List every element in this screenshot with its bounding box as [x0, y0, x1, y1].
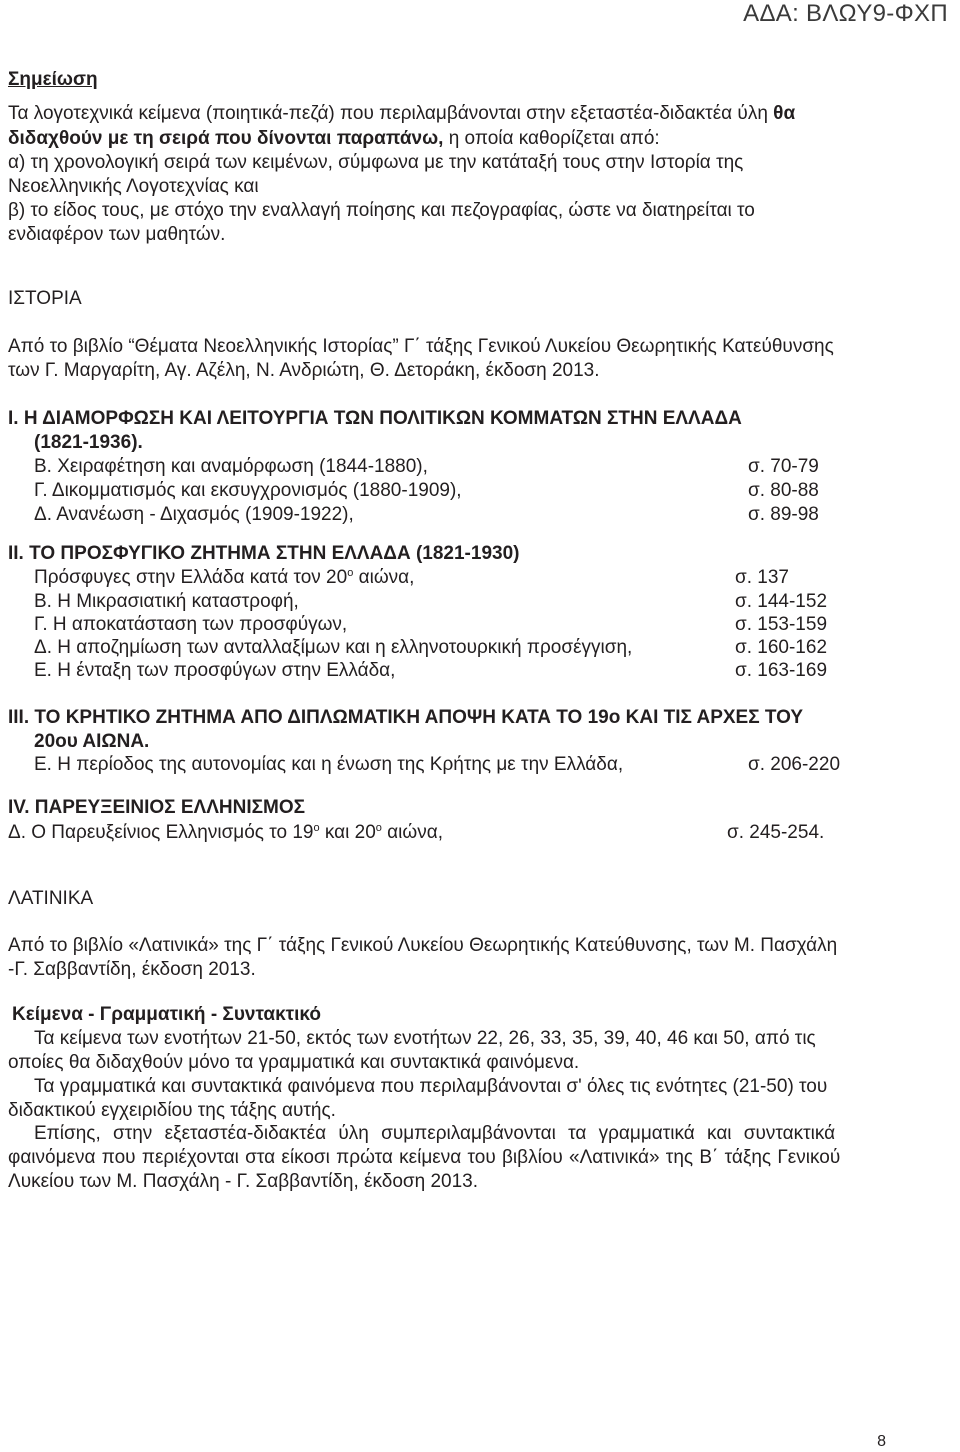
- list-item: [8, 821, 918, 845]
- latin-paragraph-line: φαινόμενα που περιέχονται στα είκοσι πρώτα κείμενα του βιβλίου «Λατινικά» της Β΄ τάξης Γενικού: [8, 1147, 841, 1168]
- page-number: 8: [877, 1433, 886, 1450]
- item-title: Δ. Ανανέωση - Διχασμός (1909-1922),: [34, 504, 354, 525]
- section-3-title-cont: 20ου ΑΙΩΝΑ.: [34, 731, 150, 752]
- item-title: Γ. Δικομματισμός και εκσυγχρονισμός (1880-1909),: [34, 480, 462, 501]
- item-pages: σ. 144-152: [735, 591, 828, 612]
- latin-subheading: Κείμενα - Γραμματική - Συντακτικό: [12, 1004, 322, 1025]
- item-title: Δ. Ο Παρευξείνιος Ελληνισμός το $19^o$ και $20^o$ αιώνα,: [8, 822, 443, 843]
- item-pages: σ. 160-162: [735, 637, 828, 658]
- latin-book-line-1: Από το βιβλίο «Λατινικά» της Γ΄ τάξης Γενικού Λυκείου Θεωρητικής Κατεύθυνσης, των Μ. Πασχάλη: [8, 935, 838, 956]
- list-item: [34, 566, 914, 590]
- latin-paragraph-line: Τα γραμματικά και συντακτικά φαινόμενα που περιλαμβάνονται σ' όλες τις ενότητες (21-50) του: [34, 1076, 828, 1097]
- item-title: Β. Η Μικρασιατική καταστροφή,: [34, 591, 299, 612]
- item-title: Ε. Η ένταξη των προσφύγων στην Ελλάδα,: [34, 660, 396, 681]
- note-bold-text: διδαχθούν με τη σειρά που δίνονται παραπάνω,: [8, 128, 444, 149]
- note-line-6: ενδιαφέρον των μαθητών.: [8, 224, 226, 245]
- item-pages: σ. 153-159: [735, 614, 828, 635]
- latin-paragraph-line: Επίσης, στην εξεταστέα-διδακτέα ύλη συμπεριλαμβάνονται τα γραμματικά και συντακτικά: [34, 1123, 836, 1144]
- item-pages: σ. 70-79: [748, 456, 819, 477]
- document-code: ΑΔΑ: ΒΛΩΥ9-ΦΧΠ: [743, 0, 948, 27]
- item-pages: σ. 89-98: [748, 504, 819, 525]
- note-line-3: α) τη χρονολογική σειρά των κειμένων, σύμφωνα με την κατάταξή τους στην Ιστορία της: [8, 152, 744, 173]
- item-pages: σ. 163-169: [735, 660, 828, 681]
- latin-paragraph-line: Τα κείμενα των ενοτήτων 21-50, εκτός των ενοτήτων 22, 26, 33, 35, 39, 40, 46 και 50, από τις: [34, 1028, 816, 1049]
- latin-paragraph-line: οποίες θα διδαχθούν μόνο τα γραμματικά και συντακτικά φαινόμενα.: [8, 1052, 580, 1073]
- item-title: Πρόσφυγες στην Ελλάδα κατά τον $20^o$ αιώνα,: [34, 567, 415, 588]
- item-pages: σ. 245-254.: [727, 822, 825, 843]
- note-line-2: [8, 127, 660, 151]
- note-text: Τα λογοτεχνικά κείμενα (ποιητικά-πεζά) που περιλαμβάνονται στην εξεταστέα-διδακτέα ύλη: [8, 103, 768, 124]
- section-2-title: ΙΙ. ΤΟ ΠΡΟΣΦΥΓΙΚΟ ΖΗΤΗΜΑ ΣΤΗΝ ΕΛΛΑΔΑ (1821-1930): [8, 543, 520, 564]
- note-text: η οποία καθορίζεται από:: [443, 128, 660, 149]
- note-line-1: [8, 102, 795, 126]
- latin-paragraph-line: διδακτικού εγχειριδίου της τάξης αυτής.: [8, 1100, 336, 1121]
- history-heading: ΙΣΤΟΡΙΑ: [8, 288, 82, 309]
- list-item: [34, 590, 914, 614]
- item-pages: σ. 80-88: [748, 480, 819, 501]
- note-line-5: β) το είδος τους, με στόχο την εναλλαγή ποίησης και πεζογραφίας, ώστε να διατηρείται το: [8, 200, 755, 221]
- list-item: [34, 636, 914, 660]
- history-book-line-1: Από το βιβλίο “Θέματα Νεοελληνικής Ιστορίας” Γ΄ τάξης Γενικού Λυκείου Θεωρητικής Κατεύθυνσης: [8, 336, 834, 357]
- list-item: [34, 613, 914, 637]
- note-heading: Σημείωση: [8, 69, 98, 90]
- item-pages: σ. 137: [735, 567, 789, 588]
- section-4-title: ΙV. ΠΑΡΕΥΞΕΙΝΙΟΣ ΕΛΛΗΝΙΣΜΟΣ: [8, 797, 306, 818]
- item-title: Β. Χειραφέτηση και αναμόρφωση (1844-1880),: [34, 456, 428, 477]
- section-3-title: ΙΙΙ. ΤΟ ΚΡΗΤΙΚΟ ΖΗΤΗΜΑ ΑΠΟ ΔΙΠΛΩΜΑΤΙΚΗ ΑΠΟΨΗ ΚΑΤΑ ΤΟ 19ο ΚΑΙ ΤΙΣ ΑΡΧΕΣ ΤΟΥ: [8, 707, 804, 728]
- list-item: [34, 659, 914, 683]
- section-1-title-cont: (1821-1936).: [34, 432, 143, 453]
- item-title: Γ. Η αποκατάσταση των προσφύγων,: [34, 614, 348, 635]
- section-1-title: Ι. Η ΔΙΑΜΟΡΦΩΣΗ ΚΑΙ ΛΕΙΤΟΥΡΓΙΑ ΤΩΝ ΠΟΛΙΤΙΚΩΝ ΚΟΜΜΑΤΩΝ ΣΤΗΝ ΕΛΛΑΔΑ: [8, 408, 742, 429]
- note-line-4: Νεοελληνικής Λογοτεχνίας και: [8, 176, 259, 197]
- history-book-line-2: των Γ. Μαργαρίτη, Αγ. Αζέλη, Ν. Ανδριώτη, Θ. Δετοράκη, έκδοση 2013.: [8, 360, 600, 381]
- latin-book-line-2: -Γ. Σαββαντίδη, έκδοση 2013.: [8, 959, 256, 980]
- list-item: [34, 753, 914, 777]
- item-title: Ε. Η περίοδος της αυτονομίας και η ένωση της Κρήτης με την Ελλάδα,: [34, 754, 624, 775]
- note-bold-text: θα: [773, 103, 796, 124]
- item-pages: σ. 206-220: [748, 754, 841, 775]
- item-title: Δ. Η αποζημίωση των ανταλλαξίμων και η ελληνοτουρκική προσέγγιση,: [34, 637, 633, 658]
- latin-heading: ΛΑΤΙΝΙΚΑ: [8, 888, 94, 909]
- latin-paragraph-line: Λυκείου των Μ. Πασχάλη - Γ. Σαββαντίδη, έκδοση 2013.: [8, 1171, 479, 1192]
